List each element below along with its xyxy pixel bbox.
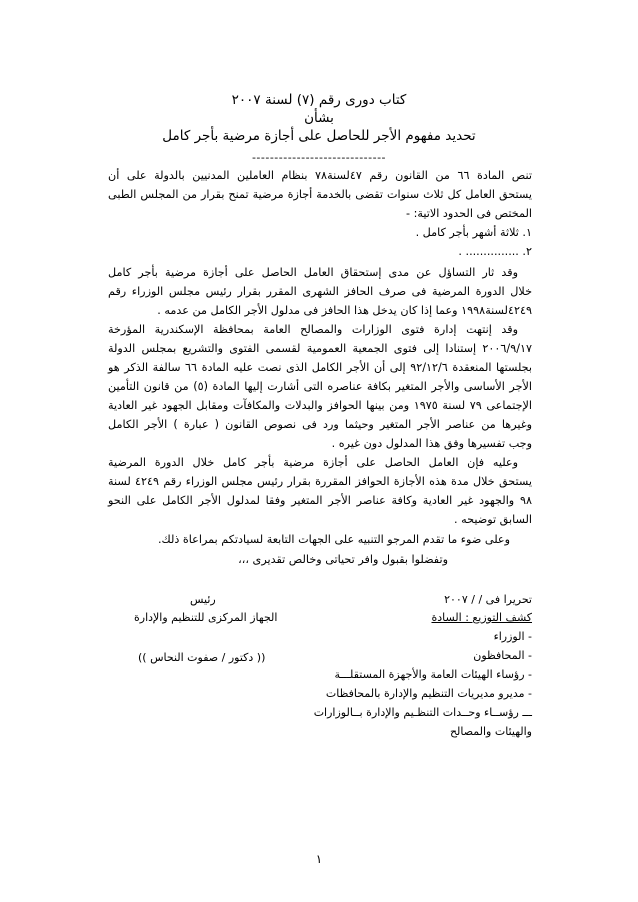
- distribution-title: كشف التوزيع : السادة: [431, 611, 532, 624]
- body-line: وغيرها من عناصر الأجر المتغير وحيثما ورد فى نصوص القانون ( عبارة ) الأجر الكامل: [108, 418, 532, 431]
- body-line: الإجتماعى ٧٩ لسنة ١٩٧٥ ومن بينها الحوافز والبدلات والمكافآت ومقابل الجهود غير العادية: [108, 399, 532, 412]
- signatory-role: رئيس: [190, 593, 216, 606]
- body-line: المختص فى الحدود الاتية: -: [406, 207, 532, 220]
- document-title: كتاب دورى رقم (٧) لسنة ٢٠٠٧: [231, 92, 407, 108]
- list-item: ١. ثلاثة أشهر بأجر كامل .: [415, 226, 532, 239]
- body-line: وقد ثار التساؤل عن مدى إستحقاق العامل الحاصل على أجازة مرضية بأجر كامل: [108, 266, 518, 279]
- body-line: ٩٨ والجهود غير العادية وكافة عناصر الأجر المتغير وفقا لمدلول الأجر الكامل على النحو: [108, 494, 532, 507]
- distribution-item: - رؤساء الهيئات العامة والأجهزة المستقلـــة: [334, 668, 532, 681]
- body-line: تنص المادة ٦٦ من القانون رقم ٤٧لسنة٧٨ بنظام العاملين المدنيين بالدولة على أن: [108, 169, 533, 182]
- distribution-item: ـــ رؤســاء وحــدات التنظـيم والإدارة بــالوزارات: [313, 706, 532, 719]
- body-line: يستحق العامل كل ثلاث سنوات تقضى بالخدمة أجازة مرضية تمنح بقرار من المجلس الطبى: [108, 188, 532, 201]
- body-line: وعليه فإن العامل الحاصل على أجازة مرضية بأجر كامل خلال الدورة المرضية: [108, 456, 518, 469]
- body-line: بجلستها المنعقدة ٩٢/١٢/٦ إلى أن الأجر الكامل الذى نصت عليه المادة ٦٦ سالفة الذكر هو: [108, 361, 532, 374]
- closing-request: وعلى ضوء ما تقدم المرجو التنبيه على الجهات التابعة لسيادتكم بمراعاة ذلك.: [157, 533, 510, 546]
- body-line: وجب تفسيرها وفق هذا المدلول دون غيره .: [331, 437, 532, 450]
- closing-greeting: وتفضلوا بقبول وافر تحياتى وخالص تقديرى ،،،: [238, 553, 448, 566]
- signatory-name: (( دكتور / صفوت النحاس )): [138, 651, 266, 664]
- list-item: ٢. ............... .: [458, 245, 532, 258]
- page-number: ١: [315, 852, 323, 866]
- distribution-item: - المحافظون: [473, 649, 532, 662]
- distribution-item: - الوزراء: [493, 630, 532, 643]
- body-line: خلال الدورة المرضية فى صرف الحافز الشهرى المقرر بقرار رئيس مجلس الوزراء رقم: [108, 285, 532, 298]
- body-line: الأجر الأساسى والأجر المتغير بكافة عناصره التى أشارت إليها المادة (٥) من قانون التأمين: [108, 380, 532, 393]
- date-line: تحريرا فى / / ٢٠٠٧: [444, 593, 532, 606]
- document-subject: تحديد مفهوم الأجر للحاصل على أجازة مرضية بأجر كامل: [162, 128, 476, 144]
- body-line: يستحق خلال مدة هذه الأجازة الحوافز المقررة بقرار رئيس مجلس الوزراء رقم ٤٢٤٩ لسنة: [108, 475, 532, 488]
- subject-label: بشأن: [304, 110, 334, 126]
- signatory-organization: الجهاز المركزى للتنظيم والإدارة: [134, 611, 278, 624]
- body-line: السابق توضيحه .: [453, 513, 532, 526]
- body-line: ٢٠٠٦/٩/١٧ إستنادا إلى فتوى الجمعية العمومية لقسمى الفتوى والتشريع بمجلس الدولة: [108, 342, 532, 355]
- separator-line: ------------------------------: [251, 151, 387, 164]
- distribution-item: والهيئات والمصالح: [449, 725, 532, 738]
- distribution-item: - مديرو مديريات التنظيم والإدارة بالمحافظات: [325, 687, 532, 700]
- body-line: وقد إنتهت إدارة فتوى الوزارات والمصالح العامة بمحافظة الإسكندرية المؤرخة: [108, 323, 518, 336]
- body-line: ٤٢٤٩لسنة١٩٩٨ وعما إذا كان يدخل هذا الحافز فى مدلول الأجر الكامل من عدمه .: [157, 304, 532, 317]
